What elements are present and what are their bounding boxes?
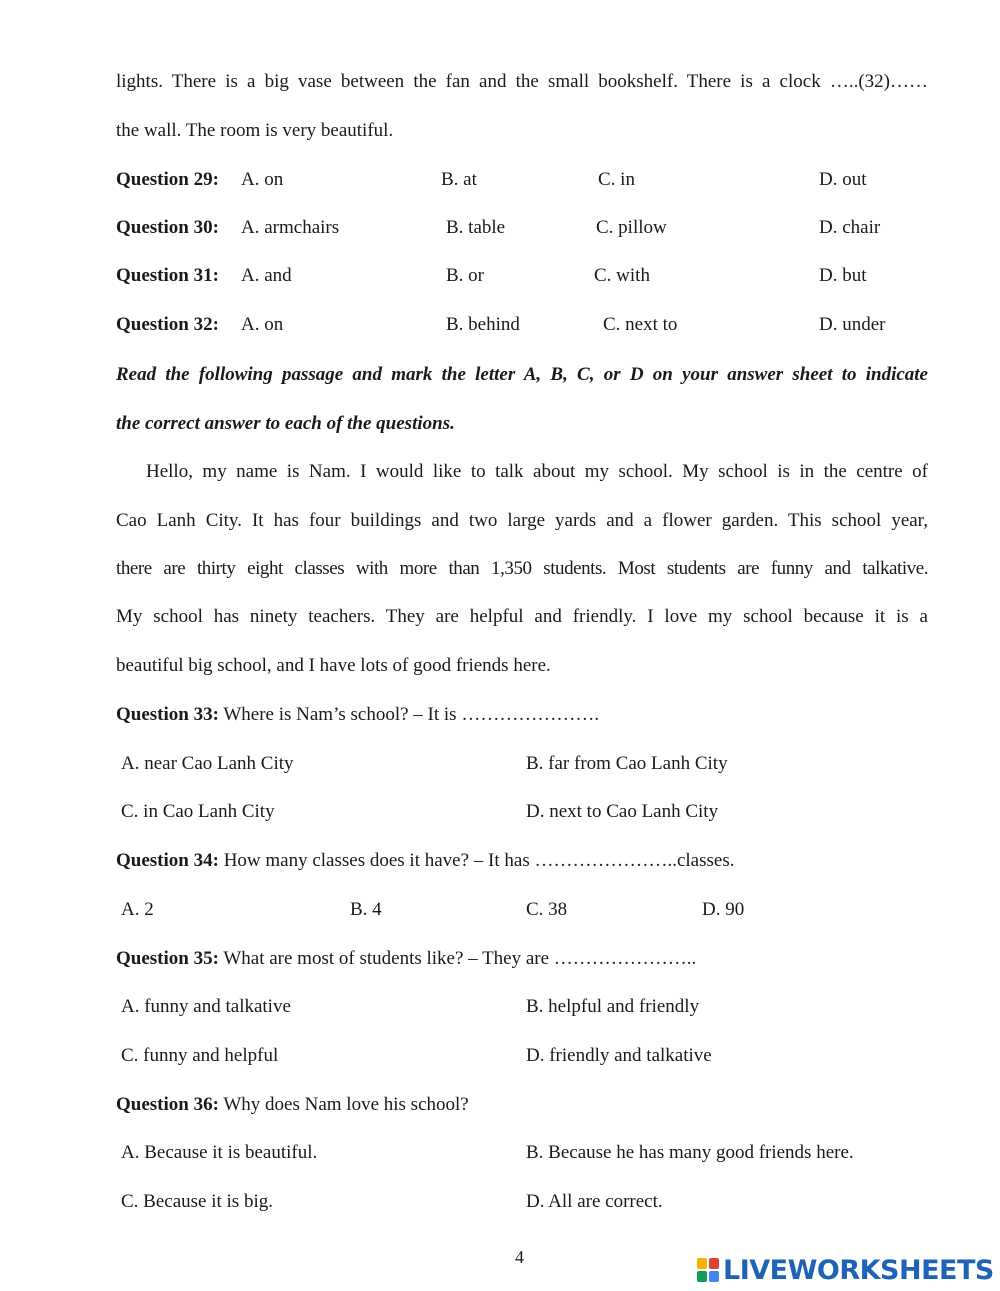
passage-line: beautiful big school, and I have lots of good friends here.: [116, 655, 551, 676]
question-label: Question 35:: [116, 948, 219, 969]
option-a[interactable]: A. on: [241, 169, 284, 190]
question-stem: [116, 850, 734, 872]
question-label: Question 29:: [116, 169, 219, 190]
option-a[interactable]: A. 2: [121, 899, 154, 920]
passage-line: My school has ninety teachers. They are helpful and friendly. I love my school because it is a: [116, 606, 928, 627]
passage-line: Cao Lanh City. It has four buildings and two large yards and a flower garden. This school year,: [116, 510, 928, 531]
option-c[interactable]: C. in Cao Lanh City: [121, 801, 275, 822]
question-text: Why does Nam love his school?: [218, 1094, 469, 1115]
option-c[interactable]: C. funny and helpful: [121, 1045, 279, 1066]
option-d[interactable]: D. out: [819, 169, 867, 190]
option-d[interactable]: D. 90: [702, 899, 745, 920]
question-text: How many classes does it have? – It has …………………..classes.: [218, 850, 735, 871]
instruction-line: Read the following passage and mark the letter A, B, C, or D on your answer sheet to indicate: [116, 364, 928, 385]
option-b[interactable]: B. Because he has many good friends here.: [526, 1142, 854, 1163]
option-b[interactable]: B. at: [441, 169, 477, 190]
option-c[interactable]: C. 38: [526, 899, 568, 920]
option-d[interactable]: D. next to Cao Lanh City: [526, 801, 719, 822]
option-c[interactable]: C. with: [594, 265, 650, 286]
option-b[interactable]: B. far from Cao Lanh City: [526, 753, 728, 774]
option-a[interactable]: A. near Cao Lanh City: [121, 753, 294, 774]
option-d[interactable]: D. All are correct.: [526, 1191, 663, 1212]
passage-line: the wall. The room is very beautiful.: [116, 120, 394, 141]
passage-line: Hello, my name is Nam. I would like to talk about my school. My school is in the centre of: [146, 461, 928, 482]
option-b[interactable]: B. or: [446, 265, 484, 286]
passage-line: lights. There is a big vase between the fan and the small bookshelf. There is a clock …..(32)……: [116, 71, 928, 92]
option-d[interactable]: D. under: [819, 314, 886, 335]
option-d[interactable]: D. chair: [819, 217, 881, 238]
option-c[interactable]: C. pillow: [596, 217, 667, 238]
question-label: Question 31:: [116, 265, 219, 286]
question-label: Question 36:: [116, 1094, 219, 1115]
question-label: Question 34:: [116, 850, 219, 871]
option-c[interactable]: C. Because it is big.: [121, 1191, 273, 1212]
option-c[interactable]: C. in: [598, 169, 635, 190]
option-d[interactable]: D. friendly and talkative: [526, 1045, 712, 1066]
liveworksheets-logo[interactable]: [697, 1255, 994, 1285]
liveworksheets-logo-icon: [697, 1258, 719, 1282]
option-a[interactable]: A. on: [241, 314, 284, 335]
option-a[interactable]: A. Because it is beautiful.: [121, 1142, 318, 1163]
option-b[interactable]: B. behind: [446, 314, 520, 335]
question-text: What are most of students like? – They are …………………..: [218, 948, 697, 969]
question-label: Question 32:: [116, 314, 219, 335]
question-stem: [116, 1094, 469, 1116]
question-label: Question 30:: [116, 217, 219, 238]
instruction-line: the correct answer to each of the questions.: [116, 413, 455, 434]
option-b[interactable]: B. table: [446, 217, 506, 238]
option-a[interactable]: A. and: [241, 265, 292, 286]
option-c[interactable]: C. next to: [603, 314, 678, 335]
passage-line: there are thirty eight classes with more than 1,350 students. Most students are funny and talkative.: [116, 558, 928, 579]
page-number: 4: [515, 1247, 524, 1267]
question-stem: [116, 948, 696, 970]
option-d[interactable]: D. but: [819, 265, 867, 286]
option-a[interactable]: A. armchairs: [241, 217, 340, 238]
question-stem: [116, 704, 599, 726]
option-b[interactable]: B. helpful and friendly: [526, 996, 700, 1017]
option-a[interactable]: A. funny and talkative: [121, 996, 291, 1017]
option-b[interactable]: B. 4: [350, 899, 382, 920]
question-text: Where is Nam’s school? – It is ………………….: [218, 704, 600, 725]
question-label: Question 33:: [116, 704, 219, 725]
logo-text: LIVEWORKSHEETS: [723, 1254, 994, 1286]
